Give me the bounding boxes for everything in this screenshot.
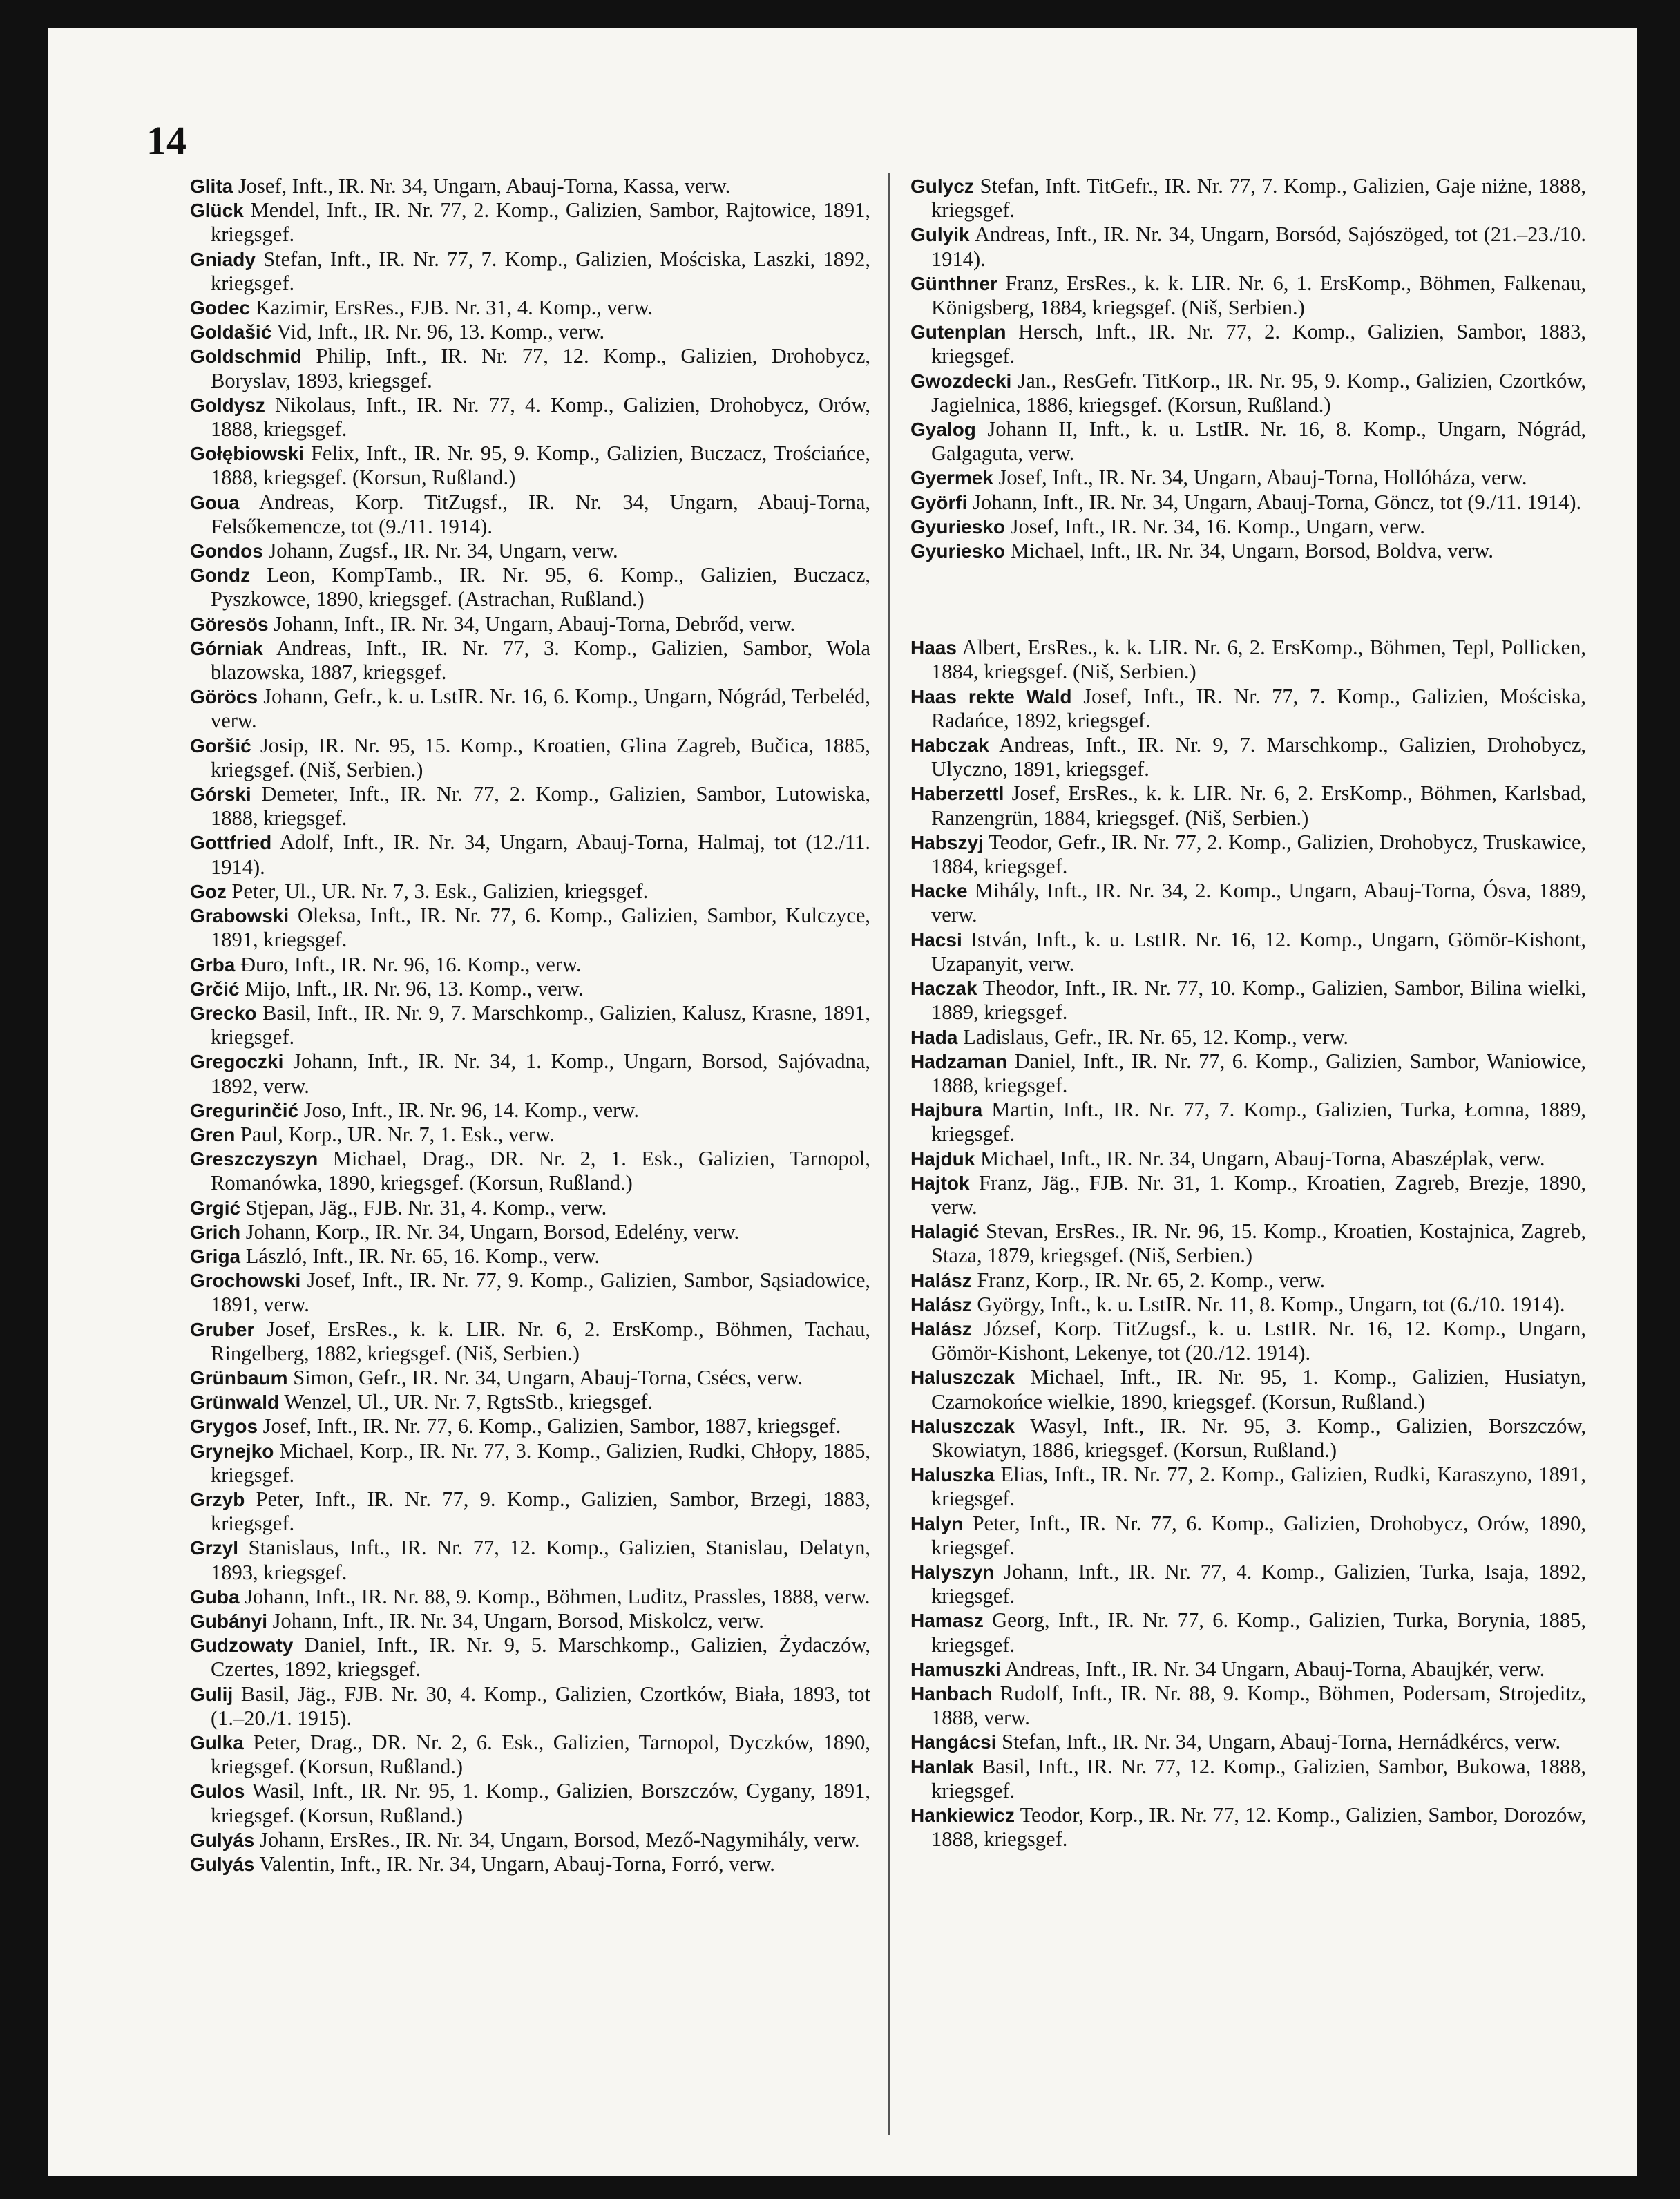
entry-surname: Grzyl	[190, 1537, 239, 1559]
register-entry	[190, 1366, 870, 1390]
entry-surname: Griga	[190, 1245, 241, 1267]
entry-details: Peter, Inft., IR. Nr. 77, 9. Komp., Galizien, Sambor, Brzegi, 1883, kriegsgef.	[211, 1487, 870, 1536]
entry-surname: Gutenplan	[910, 321, 1006, 343]
register-entry	[190, 782, 870, 830]
register-entry	[190, 174, 870, 198]
register-entry	[910, 879, 1586, 927]
register-entry	[910, 781, 1586, 830]
entry-surname: Grygos	[190, 1416, 258, 1438]
register-entry	[190, 1779, 870, 1827]
entry-details: Hersch, Inft., IR. Nr. 77, 2. Komp., Galizien, Sambor, 1883, kriegsgef.	[931, 320, 1586, 368]
entry-details: József, Korp. TitZugsf., k. u. LstIR. Nr. 16, 12. Komp., Ungarn, Gömör-Kishont, Lekenye, tot (20./12. 1914).	[931, 1316, 1586, 1365]
entry-details: Franz, Jäg., FJB. Nr. 31, 1. Komp., Kroatien, Zagreb, Brezje, 1890, verw.	[931, 1170, 1586, 1219]
entry-details: Josef, Inft., IR. Nr. 77, 6. Komp., Galizien, Sambor, 1887, kriegsgef.	[258, 1414, 841, 1438]
entry-details: Georg, Inft., IR. Nr. 77, 6. Komp., Galizien, Turka, Borynia, 1885, kriegsgef.	[931, 1608, 1586, 1657]
register-entry	[190, 636, 870, 685]
entry-surname: Grabowski	[190, 905, 289, 927]
entry-details: Vid, Inft., IR. Nr. 96, 13. Komp., verw.	[271, 320, 605, 344]
entry-details: Michael, Inft., IR. Nr. 34, Ungarn, Abauj-Torna, Abaszéplak, verw.	[975, 1146, 1545, 1170]
entry-details: Theodor, Inft., IR. Nr. 77, 10. Komp., Galizien, Sambor, Bilina wielki, 1889, kriegsgef.	[931, 976, 1586, 1025]
entry-details: Johann, Inft., IR. Nr. 34, 1. Komp., Ungarn, Borsod, Sajóvadna, 1892, verw.	[211, 1049, 870, 1098]
entry-details: Andreas, Inft., IR. Nr. 77, 3. Komp., Galizien, Sambor, Wola blazowska, 1887, kriegsgef.	[211, 636, 870, 685]
right-column	[910, 174, 1586, 1851]
register-entry	[910, 928, 1586, 976]
entry-surname: Gregoczki	[190, 1051, 284, 1073]
entry-details: Josef, Inft., IR. Nr. 34, 16. Komp., Ungarn, verw.	[1004, 514, 1425, 538]
entry-details: Peter, Inft., IR. Nr. 77, 6. Komp., Galizien, Drohobycz, Orów, 1890, kriegsgef.	[931, 1511, 1586, 1559]
entry-details: Johann II, Inft., k. u. LstIR. Nr. 16, 8. Komp., Ungarn, Nógrád, Galgaguta, verw.	[931, 417, 1586, 466]
entry-details: Philip, Inft., IR. Nr. 77, 12. Komp., Galizien, Drohobycz, Boryslav, 1893, kriegsgef.	[211, 344, 870, 392]
entry-surname: Grba	[190, 953, 236, 975]
register-entry	[190, 1317, 870, 1366]
entry-surname: Gudzowaty	[190, 1635, 294, 1657]
register-entry	[190, 1731, 870, 1779]
register-entry	[910, 1219, 1586, 1268]
entry-surname: Gubányi	[190, 1610, 268, 1632]
entry-surname: Gulij	[190, 1683, 233, 1705]
register-entry	[190, 953, 870, 977]
entry-surname: Grich	[190, 1221, 241, 1243]
entry-surname: Grynejko	[190, 1440, 274, 1462]
page-number: 14	[146, 118, 187, 163]
entry-details: Peter, Ul., UR. Nr. 7, 3. Esk., Galizien, kriegsgef.	[226, 879, 649, 903]
register-entry	[190, 1123, 870, 1147]
entry-surname: Hanbach	[910, 1682, 993, 1704]
entry-surname: Haberzettl	[910, 783, 1004, 805]
entry-surname: Hadzaman	[910, 1050, 1008, 1072]
entry-details: Basil, Inft., IR. Nr. 77, 12. Komp., Galizien, Sambor, Bukowa, 1888, kriegsgef.	[931, 1754, 1586, 1802]
entry-details: Josef, Inft., IR. Nr. 34, Ungarn, Abauj-Torna, Hollóháza, verw.	[993, 466, 1527, 490]
entry-details: Valentin, Inft., IR. Nr. 34, Ungarn, Abauj-Torna, Forró, verw.	[254, 1852, 775, 1876]
entry-surname: Górniak	[190, 637, 263, 659]
register-entry	[910, 515, 1586, 539]
entry-details: Oleksa, Inft., IR. Nr. 77, 6. Komp., Galizien, Sambor, Kulczyce, 1891, kriegsgef.	[211, 904, 870, 952]
register-entry	[190, 1439, 870, 1487]
register-entry	[190, 1244, 870, 1268]
register-entry	[910, 491, 1586, 515]
register-entry	[190, 247, 870, 296]
entry-surname: Gulycz	[910, 175, 974, 197]
register-entry	[190, 1196, 870, 1220]
entry-surname: Gruber	[190, 1318, 255, 1340]
entry-surname: Hacsi	[910, 929, 962, 951]
register-entry	[910, 1268, 1586, 1293]
entry-details: Kazimir, ErsRes., FJB. Nr. 31, 4. Komp., verw.	[250, 296, 653, 320]
register-entry	[190, 1147, 870, 1195]
register-entry	[910, 222, 1586, 271]
entry-surname: Goršić	[190, 734, 251, 756]
entry-details: Teodor, Korp., IR. Nr. 77, 12. Komp., Galizien, Sambor, Dorozów, 1888, kriegsgef.	[931, 1803, 1586, 1851]
entry-details: Adolf, Inft., IR. Nr. 34, Ungarn, Abauj-Torna, Halmaj, tot (12./11. 1914).	[211, 830, 870, 879]
entry-details: Mihály, Inft., IR. Nr. 34, 2. Komp., Ungarn, Abauj-Torna, Ósva, 1889, verw.	[931, 879, 1586, 927]
entry-surname: Halyn	[910, 1512, 964, 1534]
entry-details: Daniel, Inft., IR. Nr. 9, 5. Marschkomp., Galizien, Żydaczów, Czertes, 1892, kriegsgef.	[211, 1633, 870, 1682]
entry-surname: Gyalog	[910, 419, 976, 441]
entry-surname: Gulyás	[190, 1829, 255, 1851]
register-entry	[190, 198, 870, 247]
entry-surname: Gulyik	[910, 224, 970, 246]
entry-details: Elias, Inft., IR. Nr. 77, 2. Komp., Galizien, Rudki, Karaszyno, 1891, kriegsgef.	[931, 1463, 1586, 1511]
entry-surname: Glück	[190, 200, 244, 222]
register-entry	[190, 1852, 870, 1876]
entry-details: Johann, Gefr., k. u. LstIR. Nr. 16, 6. Komp., Ungarn, Nógrád, Terbeléd, verw.	[211, 685, 870, 733]
entry-surname: Hanlak	[910, 1755, 974, 1778]
register-entry	[910, 1755, 1586, 1803]
entry-surname: Grgić	[190, 1197, 241, 1219]
entry-surname: Hajduk	[910, 1148, 975, 1170]
register-entry	[190, 1220, 870, 1244]
register-entry	[190, 344, 870, 392]
entry-details: Johann, Korp., IR. Nr. 34, Ungarn, Borsod, Edelény, verw.	[240, 1219, 740, 1244]
register-entry	[190, 879, 870, 904]
entry-surname: Haas	[910, 637, 957, 659]
register-entry	[190, 1536, 870, 1584]
entry-details: Josef, Inft., IR. Nr. 77, 7. Komp., Galizien, Mościska, Radańce, 1892, kriegsgef.	[931, 684, 1587, 732]
register-entry	[910, 174, 1586, 222]
entry-surname: Gulos	[190, 1780, 245, 1802]
entry-details: Teodor, Gefr., IR. Nr. 77, 2. Komp., Galizien, Drohobycz, Truskawice, 1884, kriegsgef.	[931, 830, 1586, 879]
register-entry	[190, 393, 870, 441]
register-entry	[190, 1049, 870, 1098]
register-entry	[910, 1049, 1586, 1098]
entry-surname: Gulka	[190, 1732, 244, 1753]
entry-surname: Halyszyn	[910, 1561, 995, 1583]
entry-surname: Haas rekte Wald	[910, 685, 1072, 707]
entry-details: László, Inft., IR. Nr. 65, 16. Komp., verw.	[240, 1244, 600, 1268]
register-entry	[190, 1268, 870, 1317]
entry-details: Felix, Inft., IR. Nr. 95, 9. Komp., Galizien, Buczacz, Trościańce, 1888, kriegsgef. (Korsun, Rußland.)	[211, 441, 870, 490]
entry-details: Demeter, Inft., IR. Nr. 77, 2. Komp., Galizien, Sambor, Lutowiska, 1888, kriegsgef.	[211, 782, 870, 830]
entry-details: Basil, Jäg., FJB. Nr. 30, 4. Komp., Galizien, Czortków, Biała, 1893, tot (1.–20./1. 1915).	[211, 1682, 870, 1730]
entry-details: Johann, Inft., IR. Nr. 88, 9. Komp., Böhmen, Luditz, Prassles, 1888, verw.	[239, 1584, 870, 1608]
register-entry	[910, 417, 1586, 466]
entry-surname: Goua	[190, 491, 240, 513]
entry-surname: Hacke	[910, 880, 968, 902]
entry-details: Stefan, Inft., IR. Nr. 34, Ungarn, Abauj-Torna, Hernádkércs, verw.	[996, 1730, 1561, 1754]
register-entry	[910, 539, 1586, 563]
register-entry	[910, 1414, 1586, 1463]
register-entry	[190, 612, 870, 636]
entry-surname: Gregurinčić	[190, 1099, 299, 1121]
entry-details: Andreas, Inft., IR. Nr. 34 Ungarn, Abauj-Torna, Abaujkér, verw.	[1000, 1657, 1545, 1681]
register-entry	[190, 904, 870, 952]
entry-surname: Halagić	[910, 1221, 980, 1243]
entry-surname: Glita	[190, 175, 233, 197]
entry-surname: Gottfried	[190, 832, 272, 854]
register-entry	[910, 1463, 1586, 1511]
register-entry	[910, 1682, 1586, 1730]
register-entry	[910, 1147, 1586, 1171]
entry-surname: Göröcs	[190, 686, 258, 708]
entry-surname: Górski	[190, 783, 251, 806]
entry-details: Franz, ErsRes., k. k. LIR. Nr. 6, 1. ErsKomp., Böhmen, Falkenau, Königsberg, 1884, kriegsgef. (Niš, Serbien.)	[931, 271, 1586, 320]
entry-surname: Gyermek	[910, 467, 993, 489]
entry-surname: Hada	[910, 1026, 958, 1048]
register-entry	[190, 441, 870, 490]
entry-details: Basil, Inft., IR. Nr. 9, 7. Marschkomp., Galizien, Kalusz, Krasne, 1891, kriegsgef.	[211, 1000, 870, 1049]
entry-details: Josef, ErsRes., k. k. LIR. Nr. 6, 2. ErsKomp., Böhmen, Karlsbad, Ranzengrün, 1884, kriegsgef. (Niš, Serbien.)	[931, 781, 1586, 830]
entry-surname: Gren	[190, 1123, 236, 1145]
register-entry	[910, 1560, 1586, 1608]
register-entry	[190, 977, 870, 1001]
register-entry	[190, 1585, 870, 1609]
entry-details: Leon, KompTamb., IR. Nr. 95, 6. Komp., Galizien, Buczacz, Pyszkowce, 1890, kriegsgef. (Astrachan, Rußland.)	[211, 563, 870, 611]
register-entry	[190, 539, 870, 563]
entry-details: Nikolaus, Inft., IR. Nr. 77, 4. Komp., Galizien, Drohobycz, Orów, 1888, kriegsgef.	[211, 392, 870, 441]
entry-details: Michael, Inft., IR. Nr. 34, Ungarn, Borsod, Boldva, verw.	[1004, 539, 1493, 563]
entry-details: Mijo, Inft., IR. Nr. 96, 13. Komp., verw.	[239, 976, 584, 1000]
entry-details: István, Inft., k. u. LstIR. Nr. 16, 12. Komp., Ungarn, Gömör-Kishont, Uzapanyit, verw.	[931, 927, 1586, 975]
entry-surname: Halász	[910, 1293, 972, 1315]
entry-surname: Goldysz	[190, 394, 265, 416]
register-entry	[190, 320, 870, 344]
entry-details: Stanislaus, Inft., IR. Nr. 77, 12. Komp., Galizien, Stanislau, Delatyn, 1893, kriegsgef.	[211, 1536, 870, 1584]
entry-details: Wasyl, Inft., IR. Nr. 95, 3. Komp., Galizien, Borszczów, Skowiatyn, 1886, kriegsgef. (Korsun, Rußland.)	[931, 1413, 1586, 1462]
entry-surname: Hangácsi	[910, 1731, 997, 1753]
entry-details: Andreas, Inft., IR. Nr. 9, 7. Marschkomp., Galizien, Drohobycz, Ulyczno, 1891, kriegsgef.	[931, 733, 1586, 781]
entry-details: Josef, ErsRes., k. k. LIR. Nr. 6, 2. ErsKomp., Böhmen, Tachau, Ringelberg, 1882, kriegsgef. (Niš, Serbien.)	[211, 1317, 870, 1365]
entry-details: Johann, Inft., IR. Nr. 77, 4. Komp., Galizien, Turka, Isaja, 1892, kriegsgef.	[931, 1559, 1586, 1608]
register-entry	[190, 1390, 870, 1414]
entry-details: Franz, Korp., IR. Nr. 65, 2. Komp., verw.	[971, 1268, 1326, 1292]
entry-details: Andreas, Inft., IR. Nr. 34, Ungarn, Borsód, Sajószöged, tot (21.–23./10. 1914).	[931, 222, 1586, 271]
entry-details: Joso, Inft., IR. Nr. 96, 14. Komp., verw.	[298, 1098, 639, 1122]
register-entry	[910, 1657, 1586, 1682]
entry-details: Stjepan, Jäg., FJB. Nr. 31, 4. Komp., verw.	[240, 1195, 607, 1219]
entry-details: Johann, Inft., IR. Nr. 34, Ungarn, Borsod, Miskolcz, verw.	[267, 1608, 764, 1632]
entry-details: Albert, ErsRes., k. k. LIR. Nr. 6, 2. ErsKomp., Böhmen, Tepl, Pollicken, 1884, kriegsgef. (Niš, Serbien.)	[931, 636, 1586, 684]
entry-details: Martin, Inft., IR. Nr. 77, 7. Komp., Galizien, Turka, Łomna, 1889, kriegsgef.	[931, 1098, 1586, 1146]
register-entry	[910, 1608, 1586, 1657]
entry-surname: Guba	[190, 1586, 240, 1608]
register-entry	[910, 1730, 1586, 1754]
register-entry	[910, 1512, 1586, 1560]
register-entry	[910, 733, 1586, 781]
register-entry	[910, 830, 1586, 879]
register-entry	[910, 1293, 1586, 1317]
entry-surname: Haczak	[910, 978, 977, 1000]
entry-surname: Grünwald	[190, 1391, 280, 1413]
entry-surname: Habszyj	[910, 831, 984, 853]
entry-details: Rudolf, Inft., IR. Nr. 88, 9. Komp., Böhmen, Podersam, Strojeditz, 1888, verw.	[931, 1681, 1586, 1730]
entry-details: Đuro, Inft., IR. Nr. 96, 16. Komp., verw.	[235, 952, 582, 976]
entry-surname: Hankiewicz	[910, 1805, 1015, 1826]
register-entry	[910, 320, 1586, 368]
register-entry	[910, 636, 1586, 684]
entry-details: Daniel, Inft., IR. Nr. 77, 6. Komp., Galizien, Sambor, Waniowice, 1888, kriegsgef.	[931, 1049, 1586, 1097]
entry-details: Simon, Gefr., IR. Nr. 34, Ungarn, Abauj-Torna, Csécs, verw.	[287, 1365, 803, 1389]
register-entry	[190, 1633, 870, 1682]
entry-details: György, Inft., k. u. LstIR. Nr. 11, 8. Komp., Ungarn, tot (6./10. 1914).	[971, 1292, 1565, 1316]
entry-surname: Halász	[910, 1317, 972, 1340]
entry-surname: Gondz	[190, 564, 251, 587]
entry-surname: Gulyás	[190, 1854, 255, 1876]
entry-surname: Gniady	[190, 248, 256, 270]
entry-surname: Habczak	[910, 734, 989, 756]
register-entry	[190, 1414, 870, 1438]
entry-surname: Grünbaum	[190, 1367, 288, 1389]
entry-details: Josip, IR. Nr. 95, 15. Komp., Kroatien, Glina Zagreb, Bučica, 1885, kriegsgef. (Niš, Serbien.)	[211, 733, 870, 781]
register-entry	[190, 296, 870, 320]
register-entry	[910, 1098, 1586, 1146]
register-entry	[910, 1365, 1586, 1413]
entry-surname: Haluszczak	[910, 1415, 1015, 1437]
entry-surname: Gondos	[190, 540, 263, 562]
entry-surname: Günthner	[910, 272, 998, 294]
entry-surname: Grzyb	[190, 1488, 245, 1510]
entry-details: Stefan, Inft., IR. Nr. 77, 7. Komp., Galizien, Mościska, Laszki, 1892, kriegsgef.	[211, 247, 870, 295]
entry-details: Paul, Korp., UR. Nr. 7, 1. Esk., verw.	[235, 1122, 555, 1146]
entry-surname: Grochowski	[190, 1270, 301, 1292]
entry-details: Johann, Inft., IR. Nr. 34, Ungarn, Abauj-Torna, Debrőd, verw.	[268, 611, 796, 636]
register-entry	[910, 976, 1586, 1025]
entry-details: Michael, Korp., IR. Nr. 77, 3. Komp., Galizien, Rudki, Chłopy, 1885, kriegsgef.	[211, 1438, 870, 1487]
register-entry	[910, 1025, 1586, 1049]
register-entry	[190, 830, 870, 879]
entry-details: Johann, Zugsf., IR. Nr. 34, Ungarn, verw.	[262, 539, 618, 563]
entry-surname: Goldašić	[190, 321, 272, 343]
register-entry	[190, 563, 870, 611]
register-entry	[190, 1609, 870, 1633]
entry-details: Ladislaus, Gefr., IR. Nr. 65, 12. Komp., verw.	[957, 1025, 1349, 1049]
register-entry	[190, 1828, 870, 1852]
register-entry	[190, 1487, 870, 1536]
entry-surname: Grecko	[190, 1002, 257, 1024]
entry-surname: Hajbura	[910, 1099, 983, 1121]
entry-details: Michael, Drag., DR. Nr. 2, 1. Esk., Galizien, Tarnopol, Romanówka, 1890, kriegsgef. (Korsun, Rußland.)	[211, 1147, 870, 1195]
entry-surname: Gołębiowski	[190, 443, 304, 465]
register-entry	[190, 1098, 870, 1123]
entry-surname: Goz	[190, 880, 227, 902]
entry-surname: Goldschmid	[190, 345, 302, 368]
entry-surname: Haluszczak	[910, 1367, 1015, 1389]
register-entry	[910, 272, 1586, 320]
entry-surname: Gyuriesko	[910, 540, 1005, 562]
entry-surname: Gyuriesko	[910, 515, 1005, 537]
entry-details: Wenzel, Ul., UR. Nr. 7, RgtsStb., kriegsgef.	[279, 1390, 653, 1414]
entry-details: Josef, Inft., IR. Nr. 34, Ungarn, Abauj-Torna, Kassa, verw.	[233, 174, 731, 198]
section-gap	[910, 563, 1586, 636]
entry-surname: Godec	[190, 297, 251, 319]
register-entry	[910, 685, 1586, 733]
entry-details: Mendel, Inft., IR. Nr. 77, 2. Komp., Galizien, Sambor, Rajtowice, 1891, kriegsgef.	[211, 198, 870, 247]
register-entry	[190, 491, 870, 539]
left-column	[190, 174, 870, 1876]
entry-surname: Gwozdecki	[910, 370, 1012, 392]
entry-details: Stefan, Inft. TitGefr., IR. Nr. 77, 7. Komp., Galizien, Gaje niżne, 1888, kriegsgef.	[931, 174, 1586, 222]
entry-details: Josef, Inft., IR. Nr. 77, 9. Komp., Galizien, Sambor, Sąsiadowice, 1891, verw.	[211, 1268, 870, 1317]
entry-surname: Haluszka	[910, 1464, 995, 1486]
entry-details: Andreas, Korp. TitZugsf., IR. Nr. 34, Ungarn, Abauj-Torna, Felsőkemencze, tot (9./11. 1914).	[211, 490, 870, 538]
entry-details: Jan., ResGefr. TitKorp., IR. Nr. 95, 9. Komp., Galizien, Czortków, Jagielnica, 1886, kriegsgef. (Korsun, Rußland.)	[931, 368, 1586, 417]
register-entry	[910, 1803, 1586, 1851]
entry-details: Johann, ErsRes., IR. Nr. 34, Ungarn, Borsod, Mező-Nagymihály, verw.	[254, 1827, 860, 1851]
register-entry	[190, 1682, 870, 1731]
entry-surname: Greszczyszyn	[190, 1148, 318, 1170]
entry-surname: Hajtok	[910, 1172, 970, 1194]
entry-surname: Hamasz	[910, 1610, 984, 1632]
entry-surname: Hamuszki	[910, 1658, 1001, 1680]
entry-surname: Györfi	[910, 491, 968, 513]
register-entry	[910, 369, 1586, 417]
register-entry	[910, 1317, 1586, 1365]
entry-surname: Göresös	[190, 613, 269, 635]
register-entry	[190, 1001, 870, 1049]
register-entry	[910, 466, 1586, 490]
entry-details: Peter, Drag., DR. Nr. 2, 6. Esk., Galizien, Tarnopol, Dyczków, 1890, kriegsgef. (Korsun, Rußland.)	[211, 1731, 870, 1779]
register-entry	[190, 685, 870, 733]
entry-details: Stevan, ErsRes., IR. Nr. 96, 15. Komp., Kroatien, Kostajnica, Zagreb, Staza, 1879, kriegsgef. (Niš, Serbien.)	[931, 1219, 1586, 1268]
register-entry	[190, 734, 870, 782]
entry-details: Wasil, Inft., IR. Nr. 95, 1. Komp., Galizien, Borszczów, Cygany, 1891, kriegsgef. (Korsun, Rußland.)	[211, 1779, 870, 1827]
entry-surname: Halász	[910, 1269, 972, 1291]
entry-details: Johann, Inft., IR. Nr. 34, Ungarn, Abauj-Torna, Göncz, tot (9./11. 1914).	[967, 490, 1582, 514]
register-entry	[910, 1171, 1586, 1219]
column-divider	[888, 173, 890, 2135]
entry-surname: Grčić	[190, 978, 240, 1000]
entry-details: Michael, Inft., IR. Nr. 95, 1. Komp., Galizien, Husiatyn, Czarnokońce wielkie, 1890, kriegsgef. (Korsun, Rußland.)	[931, 1365, 1586, 1413]
